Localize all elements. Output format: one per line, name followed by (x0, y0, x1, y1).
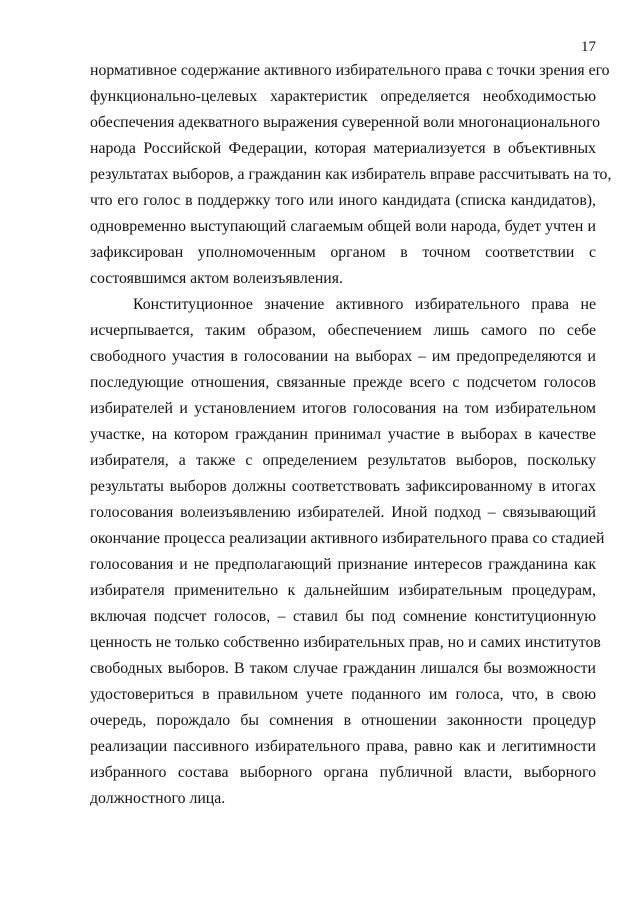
text-line: реализации пассивного избирательного права, равно как и легитимности (90, 738, 596, 755)
text-line: избирателей и установлением итогов голосования на том избирательном (90, 400, 596, 417)
text-line: избранного состава выборного органа публичной власти, выборного (90, 764, 596, 781)
text-line: избирателя применительно к дальнейшим избирательным процедурам, (90, 582, 596, 599)
text-line: голосования и не предполагающий признание интересов гражданина как (90, 556, 596, 573)
text-line: голосования волеизъявлению избирателей. Иной подход – связывающий (90, 504, 596, 521)
text-line: обеспечения адекватного выражения суверенной воли многонационального (90, 114, 601, 131)
document-body (90, 58, 612, 812)
text-line: народа Российской Федерации, которая материализуется в объективных (90, 140, 596, 157)
text-line: Конституционное значение активного избирательного права не (133, 296, 596, 313)
text-line: результатах выборов, а гражданин как избиратель вправе рассчитывать на то, (90, 166, 612, 183)
text-line: исчерпывается, таким образом, обеспечением лишь самого по себе (90, 322, 596, 339)
text-line: избирателя, а также с определением результатов выборов, поскольку (90, 452, 596, 469)
text-line: очередь, порождало бы сомнения в отношении законности процедур (90, 712, 596, 729)
text-line: состоявшимся актом волеизъявления. (90, 270, 343, 287)
text-line: свободного участия в голосовании на выборах – им предопределяются и (90, 348, 596, 365)
text-line: зафиксирован уполномоченным органом в точном соответствии с (90, 244, 596, 261)
text-line: удостовериться в правильном учете поданного им голоса, что, в свою (90, 686, 596, 703)
text-line: ценность не только собственно избирательных прав, но и самих институтов (90, 634, 601, 651)
text-line: одновременно выступающий слагаемым общей воли народа, будет учтен и (90, 218, 596, 235)
paragraph-2 (90, 292, 605, 812)
text-line: последующие отношения, связанные прежде всего с подсчетом голосов (90, 374, 596, 391)
page-number: 17 (581, 39, 596, 55)
text-line: что его голос в поддержку того или иного кандидата (списка кандидатов), (90, 192, 596, 209)
text-line: включая подсчет голосов, – ставил бы под сомнение конституционную (90, 608, 596, 625)
text-line: свободных выборов. В таком случае гражданин лишался бы возможности (90, 660, 596, 677)
text-line: нормативное содержание активного избирательного права с точки зрения его (90, 62, 610, 79)
text-line: окончание процесса реализации активного избирательного права со стадией (90, 530, 605, 547)
text-line: должностного лица. (90, 790, 226, 807)
text-line: функционально-целевых характеристик определяется необходимостью (90, 88, 596, 105)
paragraph-1 (90, 58, 612, 292)
text-line: участке, на котором гражданин принимал участие в выборах в качестве (90, 426, 596, 443)
text-line: результаты выборов должны соответствовать зафиксированному в итогах (90, 478, 596, 495)
